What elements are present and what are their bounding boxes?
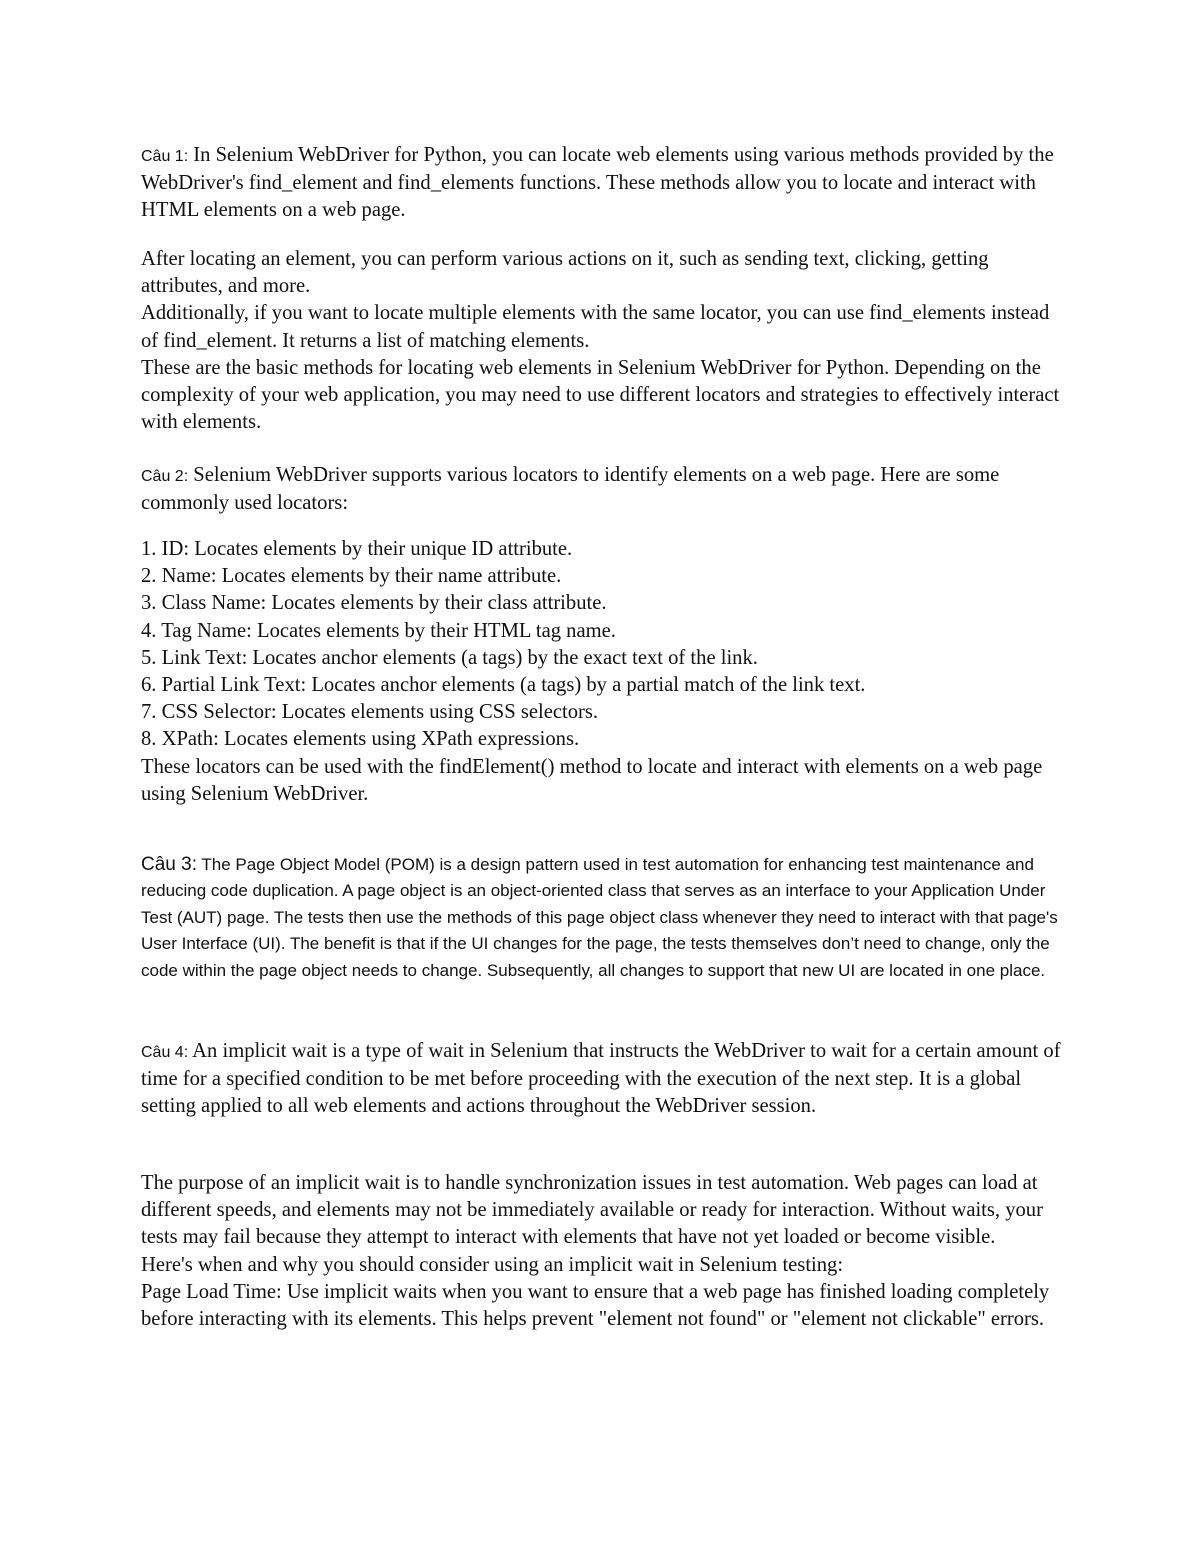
q1-detail-multiple: Additionally, if you want to locate multiple elements with the same locator, you can use find_elements instead of find_element. It returns a list of matching elements.: [141, 302, 1050, 352]
locator-item-name: 2. Name: Locates elements by their name attribute.: [141, 565, 562, 588]
q1-details: [141, 246, 1071, 436]
locator-item-partial-link-text: 6. Partial Link Text: Locates anchor elements (a tags) by a partial match of the link text.: [141, 674, 866, 697]
q4-details: [141, 1170, 1071, 1333]
q4-detail-when: Here's when and why you should consider using an implicit wait in Selenium testing:: [141, 1253, 844, 1276]
q2-text: Selenium WebDriver supports various locators to identify elements on a web page. Here are some commonly used locators:: [141, 464, 1000, 515]
locator-item-css-selector: 7. CSS Selector: Locates elements using CSS selectors.: [141, 701, 599, 724]
q1-detail-summary: These are the basic methods for locating web elements in Selenium WebDriver for Python. Depending on the complexity of your web application, you may need to use different locators and strategies to effectively interact with elements.: [141, 356, 1060, 434]
q3-paragraph: [141, 852, 1076, 984]
q3-tag: Câu 3:: [141, 854, 197, 875]
q4-text: An implicit wait is a type of wait in Selenium that instructs the WebDriver to wait for a certain amount of time for a specified condition to be met before proceeding with the execution of the next step. It is a global setting applied to all web elements and actions throughout the WebDriver session.: [141, 1040, 1061, 1118]
q2-paragraph: [141, 462, 1071, 517]
q1-text: In Selenium WebDriver for Python, you can locate web elements using various methods provided by the WebDriver's find_element and find_elements functions. These methods allow you to locate and interact with HTML elements on a web page.: [141, 144, 1054, 222]
q4-tag: Câu 4:: [141, 1044, 189, 1061]
locator-item-tag-name: 4. Tag Name: Locates elements by their HTML tag name.: [141, 619, 616, 642]
locator-list: [141, 536, 1071, 754]
q4-paragraph: [141, 1038, 1071, 1121]
q1-paragraph: [141, 142, 1071, 225]
q3-text: The Page Object Model (POM) is a design pattern used in test automation for enhancing test maintenance and reducing code duplication. A page object is an object-oriented class that serves as an interface to your Application Under Test (AUT) page. The tests then use the methods of this page object class whenever they need to interact with that page's User Interface (UI). The benefit is that if the UI changes for the page, the tests themselves don’t need to change, only the code within the page object needs to change. Subsequently, all changes to support that new UI are located in one place.: [141, 855, 1058, 980]
q1-tag: Câu 1:: [141, 148, 189, 165]
q2-closing: These locators can be used with the findElement() method to locate and interact with elements on a web page using Selenium WebDriver.: [141, 756, 1043, 806]
q2-tag: Câu 2:: [141, 468, 189, 485]
locator-item-id: 1. ID: Locates elements by their unique ID attribute.: [141, 538, 573, 560]
q4-detail-page-load: Page Load Time: Use implicit waits when you want to ensure that a web page has finished loading completely before interacting with its elements. This helps prevent "element not found" or "element not clickable" errors.: [141, 1280, 1050, 1331]
locator-item-xpath: 8. XPath: Locates elements using XPath expressions.: [141, 728, 580, 751]
q1-detail-actions: After locating an element, you can perform various actions on it, such as sending text, clicking, getting attributes, and more.: [141, 248, 989, 298]
locator-item-class-name: 3. Class Name: Locates elements by their class attribute.: [141, 592, 607, 615]
q4-detail-purpose: The purpose of an implicit wait is to handle synchronization issues in test automation. Web pages can load at different speeds, and elements may not be immediately available or ready for interaction. Without waits, your tests may fail because they attempt to interact with elements that have not yet loaded or become visible.: [141, 1172, 1043, 1249]
locator-item-link-text: 5. Link Text: Locates anchor elements (a tags) by the exact text of the link.: [141, 646, 758, 669]
